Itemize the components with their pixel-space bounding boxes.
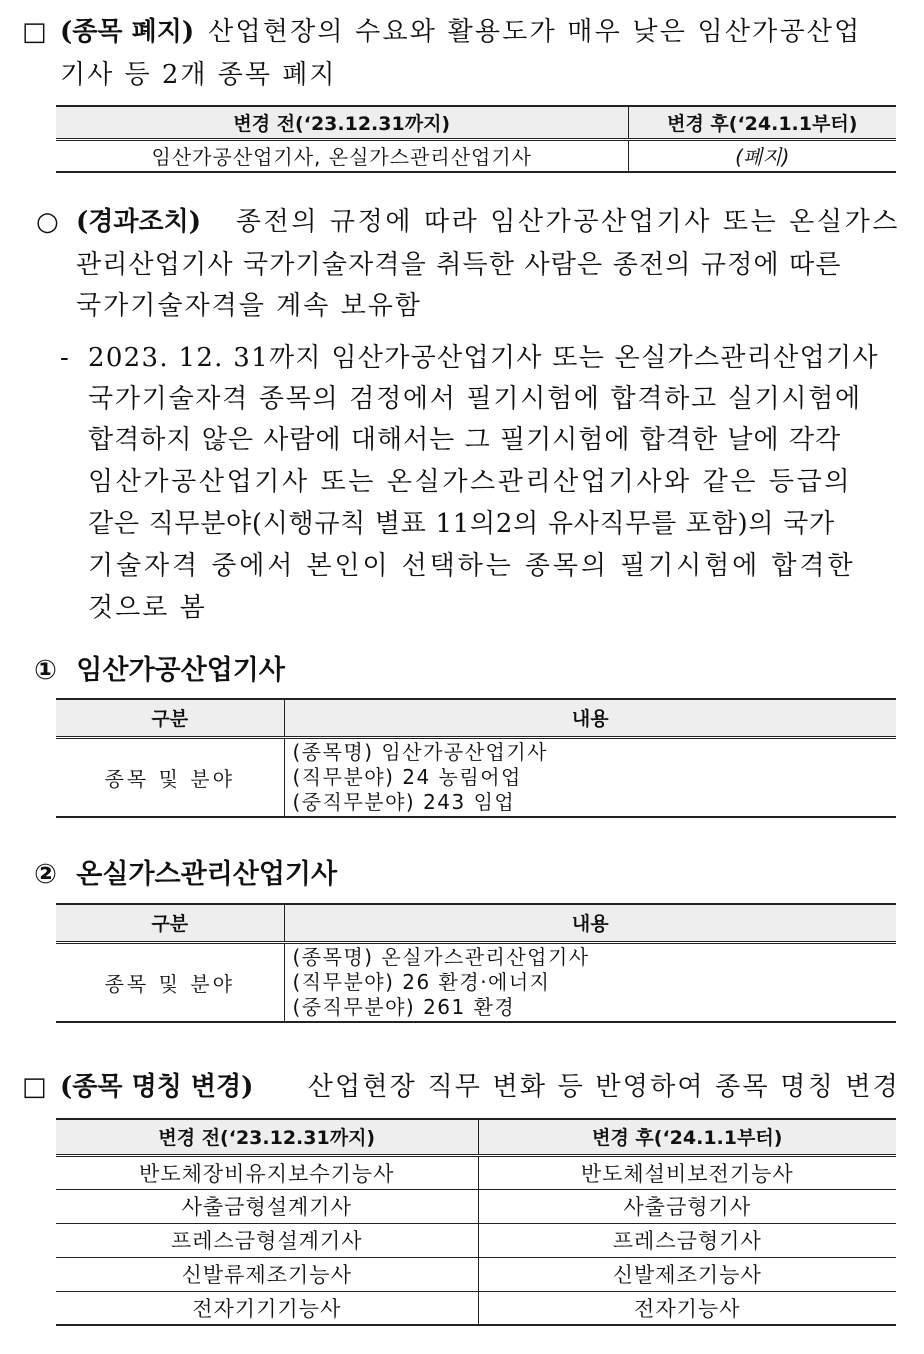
transition-line3: 국가기술자격을 계속 보유함 [76, 291, 422, 321]
item1-title-row [34, 648, 285, 687]
square-bullet-icon: □ [22, 17, 47, 47]
abolish-table [56, 105, 896, 173]
rename-row-4-before: 신발류제조기능사 [56, 1257, 478, 1291]
abolish-header-after: 변경 후(‘24.1.1부터) [628, 106, 896, 139]
section2-heading-line [22, 1067, 900, 1107]
item2-row-label: 종목 및 분야 [56, 942, 284, 1022]
transition-line1 [36, 202, 900, 242]
item2-line-3: (중직무분야) 261 환경 [292, 994, 516, 1019]
section1-heading-line1 [22, 12, 900, 52]
transition-heading: (경과조치) [76, 207, 202, 237]
rename-row-1-before: 반도체장비유지보수기능사 [56, 1155, 478, 1189]
item1-row-content [284, 737, 896, 817]
rename-row-4-after: 신발제조기능사 [478, 1257, 896, 1291]
rename-header-after: 변경 후(‘24.1.1부터) [478, 1119, 896, 1155]
rename-row-3-after: 프레스금형기사 [478, 1223, 896, 1257]
item1-line-2: (직무분야) 24 농림어업 [292, 764, 522, 789]
item2-row-content [284, 942, 896, 1022]
rename-row-5-after: 전자기능사 [634, 1296, 741, 1321]
transition-sub-line-1: 2023. 12. 31까지 임산가공산업기사 또는 온실가스관리산업기사 [88, 343, 879, 373]
section2-heading: (종목 명칭 변경) [60, 1072, 254, 1102]
abolish-row-after: (폐지) [735, 145, 790, 170]
item2-number: ② [34, 859, 57, 890]
item1-row-label: 종목 및 분야 [56, 737, 284, 817]
item2-col-category: 구분 [56, 904, 284, 942]
item1-title: 임산가공산업기사 [76, 655, 285, 686]
item2-col-content: 내용 [284, 904, 896, 942]
transition-line2: 관리산업기사 국가기술자격을 취득한 사람은 종전의 규정에 따른 [76, 250, 842, 280]
transition-line1-text: 종전의 규정에 따라 임산가공산업기사 또는 온실가스 [235, 207, 900, 237]
square-bullet-icon-2: □ [22, 1072, 47, 1102]
transition-sub-line-4: 임산가공산업기사 또는 온실가스관리산업기사와 같은 등급의 [88, 467, 853, 497]
abolish-header-before: 변경 전(‘23.12.31까지) [56, 106, 628, 139]
section1-line2: 기사 등 2개 종목 폐지 [60, 60, 337, 90]
transition-sub-line-7: 것으로 봄 [88, 593, 207, 623]
section1-heading: (종목 폐지) [60, 17, 195, 47]
item1-table [56, 698, 896, 818]
circle-bullet-icon: ○ [36, 207, 59, 237]
abolish-row-before: 임산가공산업기사, 온실가스관리산업기사 [56, 139, 628, 172]
rename-row-5-before: 전자기기기능사 [56, 1291, 478, 1325]
item1-line-3: (중직무분야) 243 임업 [292, 789, 516, 814]
item2-title-row [34, 852, 337, 891]
rename-row-1-after: 반도체설비보전기능사 [478, 1155, 896, 1189]
rename-row-2-after: 사출금형기사 [478, 1189, 896, 1223]
transition-sub-line-6: 기술자격 중에서 본인이 선택하는 종목의 필기시험에 합격한 [88, 551, 856, 581]
item2-line-1: (종목명) 온실가스관리산업기사 [292, 944, 590, 969]
transition-sub-line-2: 국가기술자격 종목의 검정에서 필기시험에 합격하고 실기시험에 [88, 384, 862, 414]
item2-line-2: (직무분야) 26 환경·에너지 [292, 969, 551, 994]
item1-line-1: (종목명) 임산가공산업기사 [292, 739, 548, 764]
section2-text: 산업현장 직무 변화 등 반영하여 종목 명칭 변경 [307, 1072, 900, 1102]
rename-row-2-before: 사출금형설계기사 [56, 1189, 478, 1223]
transition-sub-line-5: 같은 직무분야(시행규칙 별표 11의2의 유사직무를 포함)의 국가 [88, 509, 835, 539]
item2-title: 온실가스관리산업기사 [76, 859, 338, 890]
section1-line1-rest [208, 12, 900, 52]
item1-col-content: 내용 [284, 699, 896, 737]
item1-number: ① [34, 655, 57, 686]
transition-sub-line-3: 합격하지 않은 사람에 대해서는 그 필기시험에 합격한 날에 각각 [88, 425, 842, 455]
dash-bullet: - [60, 343, 69, 373]
rename-row-3-before: 프레스금형설계기사 [56, 1223, 478, 1257]
section1-line1-text: 산업현장의 수요와 활용도가 매우 낮은 임산가공산업 [208, 17, 862, 47]
rename-header-before: 변경 전(‘23.12.31까지) [56, 1119, 478, 1155]
rename-table [56, 1118, 896, 1326]
item1-col-category: 구분 [56, 699, 284, 737]
item2-table [56, 903, 896, 1023]
